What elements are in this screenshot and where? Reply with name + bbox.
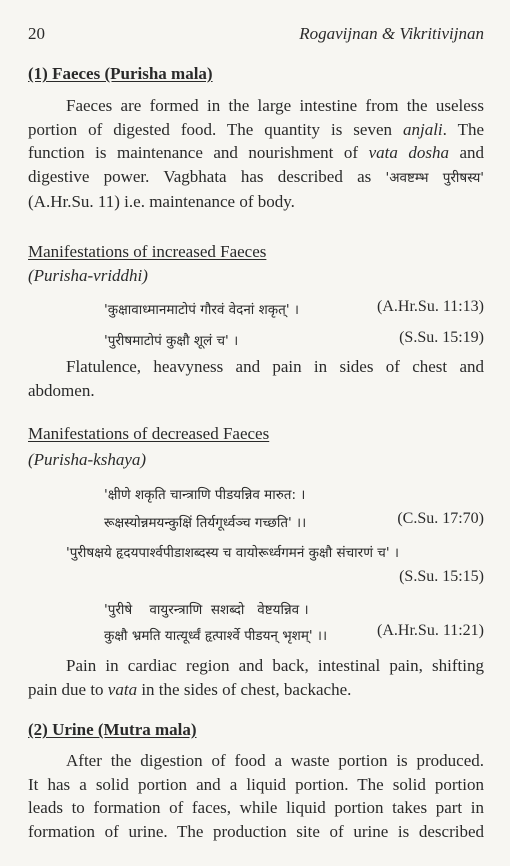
increased-verse-1: 'कुक्षावाध्मानमाटोपं गौरवं वेदनां शकृत्' । <box>104 302 299 318</box>
faeces-paragraph <box>28 94 484 214</box>
faeces-line-5: (A.Hr.Su. 11) i.e. maintenance of body. <box>28 192 295 211</box>
decreased-description <box>28 654 484 701</box>
urine-heading: (2) Urine (Mutra mala) <box>28 720 197 739</box>
increased-desc-line-1: Flatulence, heavyness and pain in sides of chest and <box>66 357 484 376</box>
decreased-verse-3: 'पुरीषक्षये हृदयपार्श्वपीडाशब्दस्य च वायोरूर्ध्वगमनं कुक्षौ संचारणं च' । <box>66 545 399 561</box>
faeces-line-4: digestive power. Vagbhata has described as 'अवष्टम्भ पुरीषस्य' <box>28 166 484 186</box>
increased-faeces-subtitle: (Purisha-vriddhi) <box>28 266 148 285</box>
decreased-ref-1: (C.Su. 17:70) <box>397 510 484 527</box>
decreased-faeces-subtitle: (Purisha-kshaya) <box>28 450 147 469</box>
decreased-ref-2: (S.Su. 15:15) <box>399 568 484 585</box>
faeces-line-1: Faeces are formed in the large intestine from the useless <box>66 96 484 115</box>
urine-line-2: It has a solid portion and a liquid portion. The solid portion <box>28 774 484 794</box>
decreased-faeces-heading: Manifestations of decreased Faeces <box>28 424 270 443</box>
urine-line-1: After the digestion of food a waste portion is produced. <box>66 751 484 770</box>
decreased-ref-3: (A.Hr.Su. 11:21) <box>377 622 484 639</box>
urine-paragraph <box>28 749 484 843</box>
increased-desc-line-2: abdomen. <box>28 380 95 400</box>
faeces-heading: (1) Faeces (Purisha mala) <box>28 64 213 83</box>
decreased-verse-1: 'क्षीणे शकृति चान्त्राणि पीडयन्निव मारुत: । <box>104 487 306 503</box>
urine-line-3: leads to formation of faces, while liquid portion takes part in <box>28 798 484 817</box>
increased-description <box>28 355 484 402</box>
increased-verse-2: 'पुरीषमाटोपं कुक्षौ शूलं च' । <box>104 333 239 349</box>
urine-line-4: formation of urine. The production site of urine is described <box>28 821 484 841</box>
page-number: 20 <box>28 24 45 43</box>
increased-ref-1: (A.Hr.Su. 11:13) <box>377 298 484 315</box>
decreased-verse-4: 'पुरीषे वायुरन्त्राणि सशब्दो वेष्टयन्निव । <box>104 602 309 618</box>
decreased-desc-line-1: Pain in cardiac region and back, intestinal pain, shifting <box>66 656 484 675</box>
increased-ref-2: (S.Su. 15:19) <box>399 329 484 346</box>
decreased-verse-2: रूक्षस्योन्नमयन्कुक्षिं तिर्यगूर्ध्वञ्च गच्छति' ।। <box>104 515 307 531</box>
decreased-desc-line-2: pain due to vata in the sides of chest, backache. <box>28 679 352 699</box>
decreased-verse-5: कुक्षौ भ्रमति यात्यूर्ध्वं हृत्पार्श्वे पीडयन् भृशम्' ।। <box>104 628 328 644</box>
increased-faeces-heading: Manifestations of increased Faeces <box>28 242 267 261</box>
faeces-line-2: portion of digested food. The quantity is seven anjali. The <box>28 119 484 139</box>
running-title: Rogavijnan & Vikritivijnan <box>299 24 484 43</box>
faeces-line-3: function is maintenance and nourishment of vata dosha and <box>28 143 485 162</box>
